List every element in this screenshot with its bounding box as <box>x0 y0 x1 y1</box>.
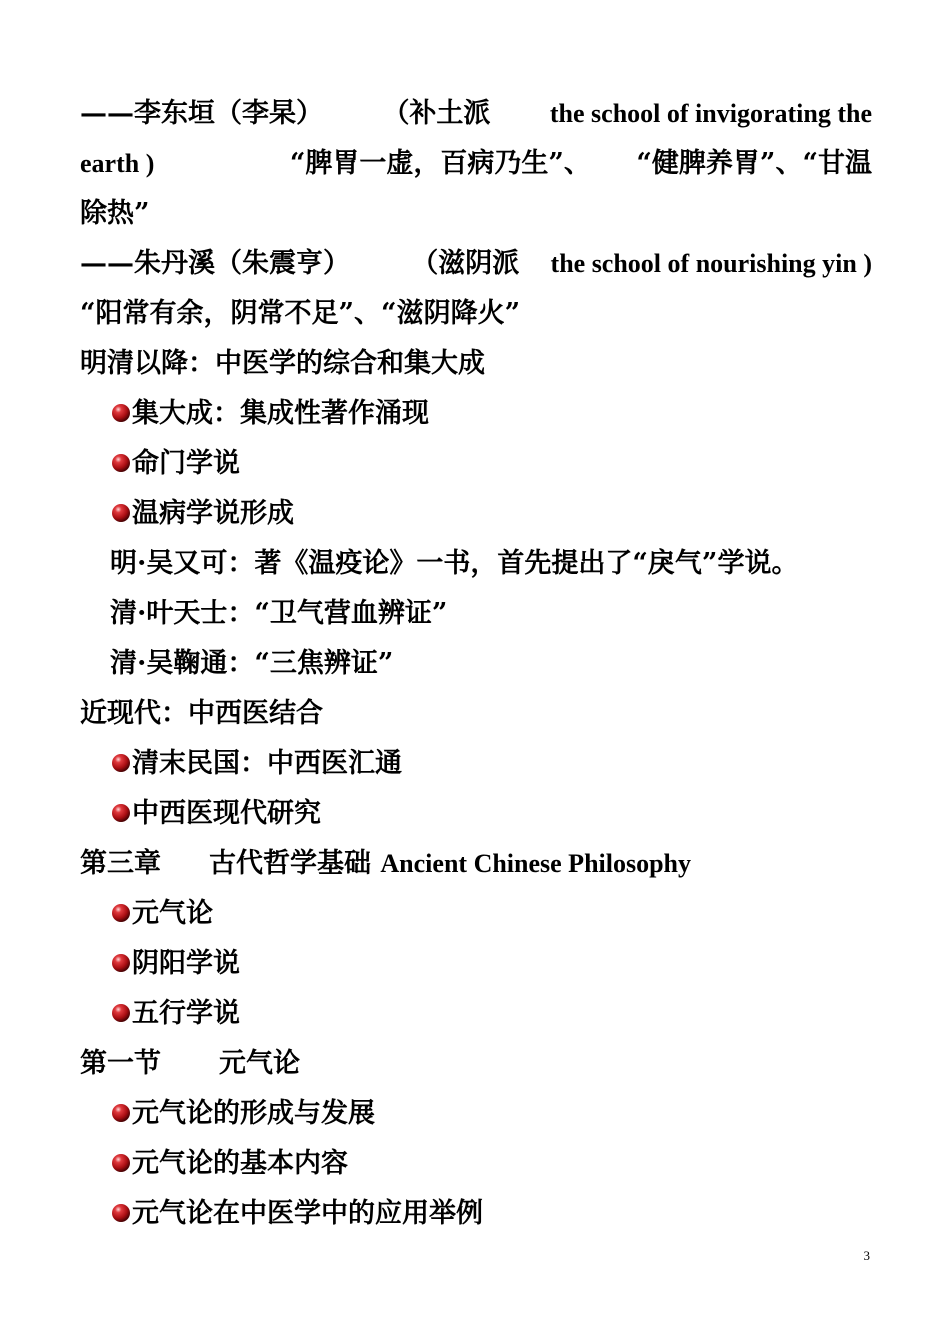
red-sphere-bullet-icon <box>110 1202 132 1224</box>
list-item <box>80 1089 872 1139</box>
list-item <box>80 739 872 789</box>
red-sphere-bullet-icon <box>110 952 132 974</box>
document-page <box>80 89 872 1239</box>
red-sphere-bullet-icon <box>110 802 132 824</box>
list-item <box>80 939 872 989</box>
chapter-title-english: Ancient Chinese Philosophy <box>380 849 692 878</box>
list-item <box>80 389 872 439</box>
list-item <box>80 989 872 1039</box>
list-item-text: 命门学说 <box>132 448 240 479</box>
list-item <box>80 889 872 939</box>
list-item <box>80 489 872 539</box>
ming-qing-heading: 明清以降：中医学的综合和集大成 <box>80 348 485 379</box>
line-yang-yin-quote <box>80 289 872 339</box>
red-sphere-bullet-icon <box>110 502 132 524</box>
heading-ming-qing <box>80 339 872 389</box>
list-item-text: 元气论的基本内容 <box>132 1148 348 1179</box>
list-item-text: 清末民国：中西医汇通 <box>132 748 402 779</box>
red-sphere-bullet-icon <box>110 752 132 774</box>
section-label: 第一节 <box>80 1048 161 1079</box>
heading-modern <box>80 689 872 739</box>
butu-school-english-end: earth ) <box>80 149 155 178</box>
list-item-text: 元气论 <box>132 898 213 929</box>
ziyin-school-english: the school of nourishing yin ) <box>550 249 872 278</box>
remove-heat-text: 除热” <box>80 198 150 229</box>
list-item-text: 集大成：集成性著作涌现 <box>132 398 429 429</box>
list-item <box>80 789 872 839</box>
butu-school-english: the school of invigorating the <box>549 99 872 128</box>
zhu-danxi-name: ——朱丹溪（朱震亨） <box>80 248 350 279</box>
yang-yin-quote: “阳常有余，阴常不足”、“滋阴降火” <box>80 298 521 329</box>
list-item-text: 五行学说 <box>132 998 240 1029</box>
chapter-three-heading <box>80 839 872 889</box>
line-li-dongyuan <box>80 89 872 139</box>
list-item-text: 元气论在中医学中的应用举例 <box>132 1198 483 1229</box>
list-item <box>80 439 872 489</box>
list-item <box>80 1189 872 1239</box>
chapter-title: 古代哲学基础 <box>209 848 371 879</box>
red-sphere-bullet-icon <box>110 1152 132 1174</box>
list-item-text: 阴阳学说 <box>132 948 240 979</box>
page-number: 3 <box>863 1248 870 1263</box>
ye-tianshi-text: 清·叶天士：“卫气营血辨证” <box>110 598 448 629</box>
line-wu-youke <box>80 539 872 589</box>
list-item-text: 温病学说形成 <box>132 498 294 529</box>
list-item-text: 元气论的形成与发展 <box>132 1098 375 1129</box>
line-ye-tianshi <box>80 589 872 639</box>
list-item-text: 中西医现代研究 <box>132 798 321 829</box>
line-earth-quotes <box>80 139 872 189</box>
red-sphere-bullet-icon <box>110 902 132 924</box>
spleen-quote: “脾胃一虚，百病乃生”、 <box>289 148 591 179</box>
section-one-heading <box>80 1039 872 1089</box>
wu-jutong-text: 清·吴鞠通：“三焦辨证” <box>110 648 394 679</box>
li-dongyuan-name: ——李东垣（李杲） <box>80 98 323 129</box>
line-remove-heat <box>80 189 872 239</box>
strengthen-spleen-quote: “健脾养胃”、“甘温 <box>636 148 872 179</box>
red-sphere-bullet-icon <box>110 402 132 424</box>
chapter-label: 第三章 <box>80 848 161 879</box>
ziyin-school: （滋阴派 <box>411 248 520 279</box>
list-item <box>80 1139 872 1189</box>
red-sphere-bullet-icon <box>110 1102 132 1124</box>
butu-school: （补土派 <box>382 98 491 129</box>
line-zhu-danxi <box>80 239 872 289</box>
line-wu-jutong <box>80 639 872 689</box>
red-sphere-bullet-icon <box>110 452 132 474</box>
wu-youke-text: 明·吴又可：著《温疫论》一书，首先提出了“戾气”学说。 <box>110 548 799 579</box>
section-title: 元气论 <box>219 1048 300 1079</box>
modern-heading: 近现代：中西医结合 <box>80 698 323 729</box>
red-sphere-bullet-icon <box>110 1002 132 1024</box>
